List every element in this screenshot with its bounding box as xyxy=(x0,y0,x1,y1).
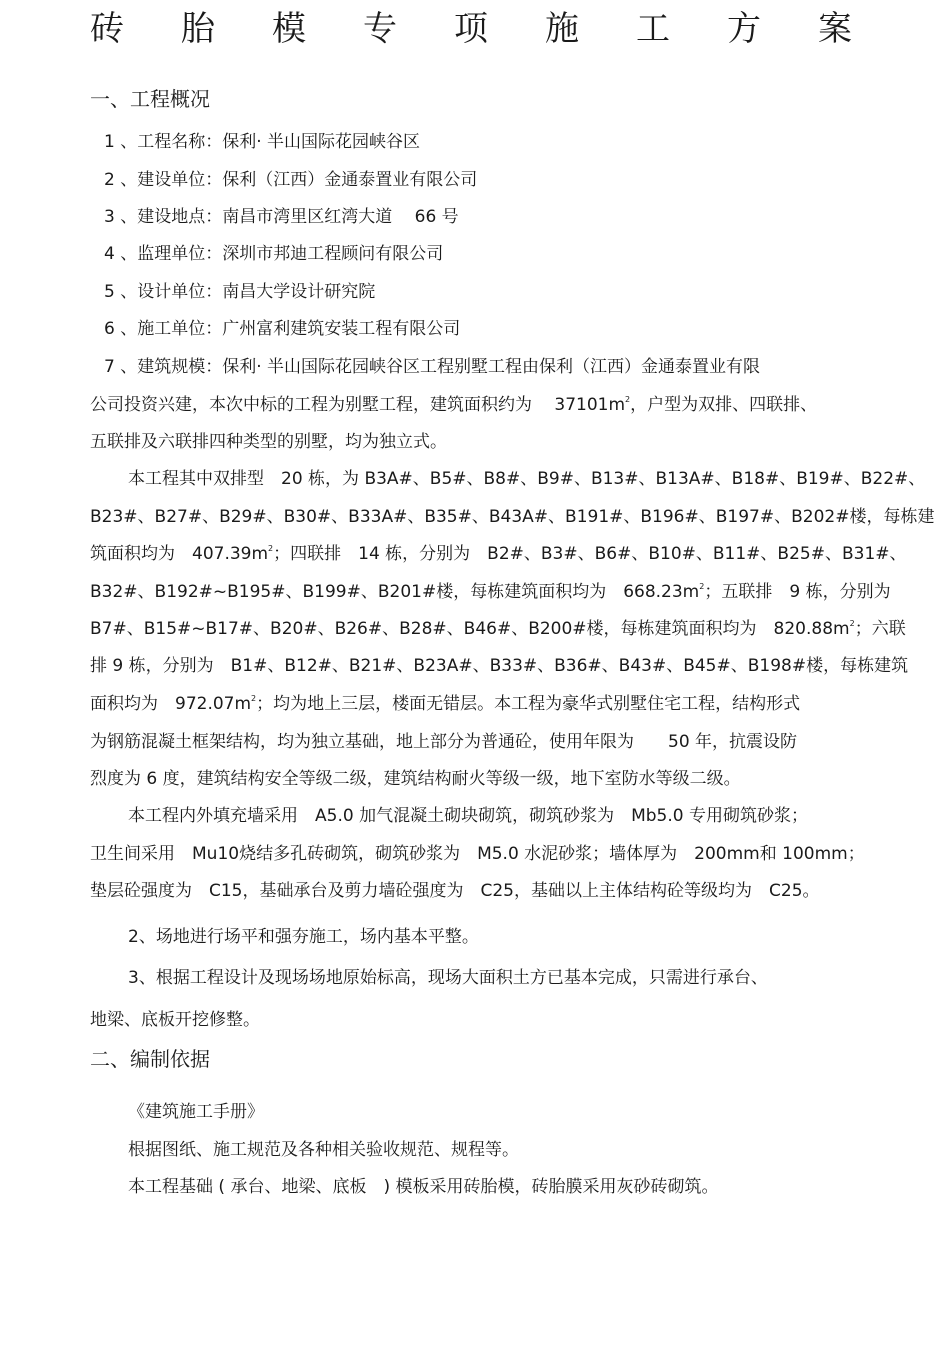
paragraph-line: 卫生间采用 Mu10烧结多孔砖砌筑，砌筑砂浆为 M5.0 水泥砂浆；墙体厚为 200mm和 100mm； xyxy=(90,844,865,864)
title-char: 模 xyxy=(272,9,306,49)
paragraph-line xyxy=(90,692,860,716)
superscript: 2 xyxy=(849,619,855,628)
paragraph-line: 本工程其中双排型 20 栋，为 B3A#、B5#、B8#、B9#、B13#、B13A#、B18#、B19#、B22#、 xyxy=(128,469,926,489)
title-char: 方 xyxy=(727,9,761,49)
superscript: 2 xyxy=(625,395,631,404)
text-span: B32#、B192#~B195#、B199#、B201#楼，每栋建筑面积均为 668.23m xyxy=(90,582,700,602)
list-item: 4 、监理单位：深圳市邦迪工程顾问有限公司 xyxy=(104,244,444,264)
paragraph-line: 五联排及六联排四种类型的别墅，均为独立式。 xyxy=(90,432,447,452)
paragraph-line xyxy=(90,580,891,604)
list-item: 3 、建设地点：南昌市湾里区红湾大道 66 号 xyxy=(104,207,459,227)
paragraph-line xyxy=(90,542,907,566)
paragraph-line: 2、场地进行场平和强夯施工，场内基本平整。 xyxy=(128,927,479,947)
list-item: 2 、建设单位：保利（江西）金通泰置业有限公司 xyxy=(104,170,478,190)
title-char: 案 xyxy=(818,9,852,49)
section-heading-basis: 二、编制依据 xyxy=(90,1047,210,1071)
paragraph-line: 3、根据工程设计及现场场地原始标高，现场大面积土方已基本完成，只需进行承台、 xyxy=(128,968,768,988)
paragraph-line xyxy=(90,617,906,641)
list-item: 《建筑施工手册》 xyxy=(128,1102,264,1122)
text-span: B7#、B15#~B17#、B20#、B26#、B28#、B46#、B200#楼，每栋建筑面积均为 820.88m xyxy=(90,619,850,639)
title-char: 工 xyxy=(636,9,670,49)
paragraph-line: 排 9 栋，分别为 B1#、B12#、B21#、B23A#、B33#、B36#、B43#、B45#、B198#楼，每栋建筑 xyxy=(90,656,909,676)
list-item: 6 、施工单位：广州富利建筑安装工程有限公司 xyxy=(104,319,461,339)
paragraph-line: 烈度为 6 度，建筑结构安全等级二级，建筑结构耐火等级一级，地下室防水等级二级。 xyxy=(90,769,741,789)
superscript: 2 xyxy=(251,694,257,703)
text-span: 面积均为 972.07m xyxy=(90,694,252,714)
list-item: 根据图纸、施工规范及各种相关验收规范、规程等。 xyxy=(128,1140,519,1160)
list-item: 7 、建筑规模：保利· 半山国际花园峡谷区工程别墅工程由保利（江西）金通泰置业有限 xyxy=(104,357,761,377)
paragraph-line: 为钢筋混凝土框架结构，均为独立基础，地上部分为普通砼，使用年限为 50 年，抗震设防 xyxy=(90,732,798,752)
title-char: 项 xyxy=(454,9,488,49)
list-item: 5 、设计单位：南昌大学设计研究院 xyxy=(104,282,376,302)
title-char: 施 xyxy=(545,9,579,49)
section-heading-overview: 一、工程概况 xyxy=(90,87,210,111)
text-span: ；均为地上三层，楼面无错层。本工程为豪华式别墅住宅工程，结构形式 xyxy=(256,694,801,714)
text-span: ，户型为双排、四联排、 xyxy=(630,395,818,415)
title-char: 胎 xyxy=(181,9,215,49)
paragraph-line: 地梁、底板开挖修整。 xyxy=(90,1010,260,1030)
text-span: ；四联排 14 栋，分别为 B2#、B3#、B6#、B10#、B11#、B25#、B31#、 xyxy=(273,544,907,564)
text-span: 公司投资兴建，本次中标的工程为别墅工程，建筑面积约为 37101m xyxy=(90,395,626,415)
paragraph-line: B23#、B27#、B29#、B30#、B33A#、B35#、B43A#、B191#、B196#、B197#、B202#楼，每栋建 xyxy=(90,507,935,527)
text-span: ；六联 xyxy=(854,619,906,639)
superscript: 2 xyxy=(268,544,274,553)
text-span: ；五联排 9 栋，分别为 xyxy=(704,582,891,602)
paragraph-line: 垫层砼强度为 C15，基础承台及剪力墙砼强度为 C25，基础以上主体结构砼等级均为 C25。 xyxy=(90,881,820,901)
list-item: 本工程基础 ( 承台、地梁、底板 ) 模板采用砖胎模，砖胎膜采用灰砂砖砌筑。 xyxy=(128,1177,719,1197)
paragraph-line: 本工程内外填充墙采用 A5.0 加气混凝土砌块砌筑，砌筑砂浆为 Mb5.0 专用砌筑砂浆； xyxy=(128,806,808,826)
text-span: 筑面积均为 407.39m xyxy=(90,544,269,564)
title-char: 专 xyxy=(363,9,397,49)
superscript: 2 xyxy=(699,582,705,591)
title-char: 砖 xyxy=(90,9,124,49)
paragraph-line xyxy=(90,393,860,417)
list-item: 1 、工程名称：保利· 半山国际花园峡谷区 xyxy=(104,132,421,152)
document-title xyxy=(90,6,852,52)
